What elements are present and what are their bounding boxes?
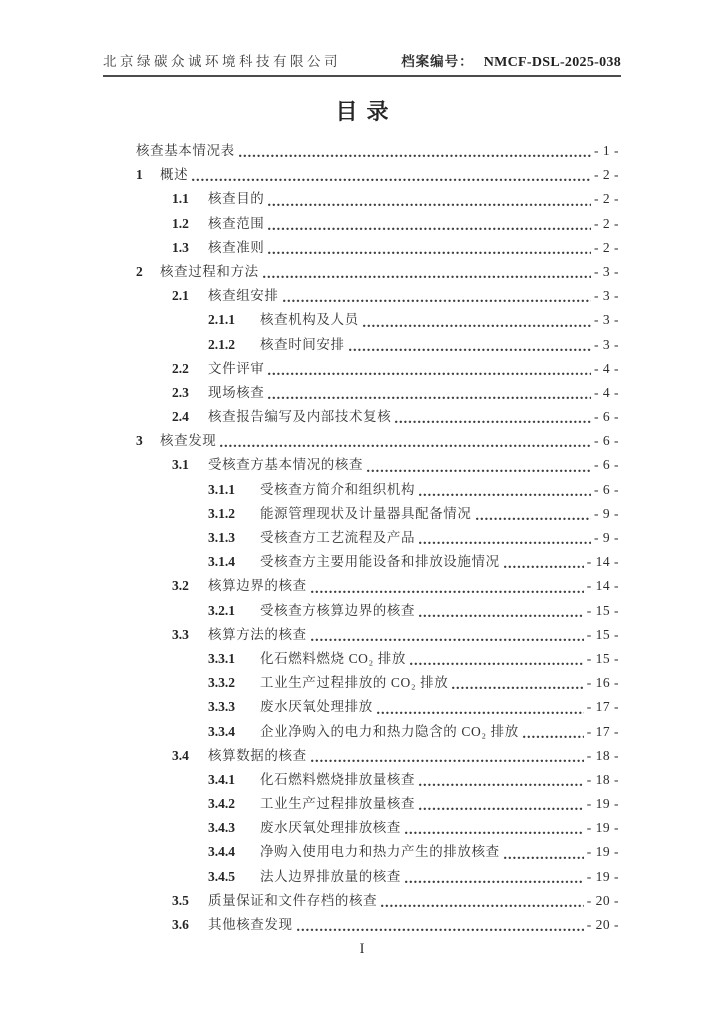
toc-page-number: - 4 - [594,360,619,376]
toc-section-number: 3.5 [172,892,189,908]
toc-section-number: 2.2 [172,360,189,376]
toc-entry-title: 核算边界的核查 [208,578,307,594]
dot-leader [405,830,584,834]
toc-section-number: 3.4 [172,747,189,763]
toc-entry-title: 受核查方简介和组织机构 [260,481,416,497]
toc-section-number: 3.3.4 [208,723,235,739]
dot-leader [263,274,591,278]
page-header [103,50,621,77]
toc-page-number: - 14 - [586,554,619,570]
toc-section-number: 3.3.2 [208,675,235,691]
toc-entry-title: 净购入使用电力和热力产生的排放核查 [260,844,500,860]
dot-leader [419,540,591,544]
toc-entry-title: 核查目的 [208,191,265,207]
toc-page-number: - 9 - [594,505,619,521]
toc-page-number: - 4 - [594,384,619,400]
file-number-group [401,50,621,71]
toc-row [136,647,619,671]
toc-row [136,889,619,913]
toc-page-number: - 6 - [594,457,619,473]
toc-page-number: - 14 - [586,578,619,594]
toc-entry-title: 现场核查 [208,384,265,400]
toc-page-number: - 19 - [586,820,619,836]
toc-section-number: 3.6 [172,917,189,932]
toc-row [136,913,619,937]
toc-row [136,744,619,768]
dot-leader [268,250,591,254]
toc-entry-title: 受核查方核算边界的核查 [260,602,416,618]
toc-page-number: - 16 - [586,675,619,691]
toc-row [136,574,619,598]
dot-leader [381,903,584,907]
toc-page-number: - 20 - [586,892,619,908]
toc-entry-title: 核算数据的核查 [208,747,307,763]
toc-entry-title: 核查机构及人员 [260,312,359,328]
toc-row [136,792,619,816]
toc-page-number: - 17 - [586,723,619,739]
dot-leader [268,371,591,375]
dot-leader [419,806,584,810]
toc-row [136,236,619,260]
toc-page-number: - 2 - [594,167,619,183]
toc-section-number: 3.4.1 [208,771,235,787]
toc-page-number: - 15 - [586,626,619,642]
dot-leader [268,226,591,230]
toc-page-number: - 17 - [586,699,619,715]
file-number-label: 档案编号： [401,54,474,69]
toc-entry-title: 法人边界排放量的核查 [260,868,401,884]
toc-section-number: 1.3 [172,239,189,255]
toc-row [136,308,619,332]
toc-entry-title: 化石燃料燃烧排放量核查 [260,771,416,787]
toc-row [136,405,619,429]
toc-section-number: 3.1.3 [208,530,235,545]
toc-page-number: - 15 - [586,650,619,666]
toc-row [136,357,619,381]
dot-leader [504,855,584,859]
toc-page-number: - 15 - [586,602,619,618]
toc-section-number: 3 [136,433,143,449]
dot-leader [311,637,584,641]
toc-section-number: 1 [136,167,143,183]
toc-entry-title: 核算方法的核查 [208,626,307,642]
dot-leader [395,419,591,423]
toc-section-number: 3.3.1 [208,650,235,666]
toc-page-number: - 3 - [594,312,619,328]
dot-leader [504,564,584,568]
toc-entry-title: 工业生产过程排放量核查 [260,796,416,812]
toc-entry-title: 受核查方基本情况的核查 [208,457,364,473]
toc-page-number: - 6 - [594,481,619,497]
toc-page-number: - 9 - [594,530,619,545]
toc-page-number: - 18 - [586,771,619,787]
toc-row [136,599,619,623]
toc-row [136,550,619,574]
toc-entry-title: 概述 [160,167,189,183]
dot-leader [452,685,583,689]
toc-section-number: 1.2 [172,215,189,231]
toc-section-number: 3.1.1 [208,481,235,497]
toc-section-number: 1.1 [172,191,189,207]
toc-page-number: - 18 - [586,747,619,763]
toc-page-number: - 6 - [594,409,619,425]
toc-section-number: 3.1.4 [208,554,235,570]
dot-leader [268,202,591,206]
dot-leader [311,589,584,593]
toc-section-number: 2.1.1 [208,312,235,328]
toc-page-number: - 19 - [586,844,619,860]
toc-row [136,623,619,647]
toc-row [136,695,619,719]
toc-section-number: 2.1.2 [208,336,235,352]
toc-row [136,526,619,550]
toc-page-number: - 19 - [586,868,619,884]
toc-page-number: - 3 - [594,263,619,279]
toc-entry-title: 核查时间安排 [260,336,345,352]
toc-section-number: 3.4.4 [208,844,235,860]
toc-entry-title: 质量保证和文件存档的核查 [208,892,378,908]
toc-row [136,671,619,695]
toc-row [136,333,619,357]
toc-section-number: 3.3.3 [208,699,235,715]
toc-section-number: 3.1 [172,457,189,473]
toc-page-number: - 3 - [594,288,619,304]
toc-row [136,284,619,308]
toc-entry-title: 核查过程和方法 [160,263,259,279]
toc-section-number: 3.4.2 [208,796,235,812]
toc-section-number: 3.4.5 [208,868,235,884]
toc-entry-title: 核查基本情况表 [136,143,235,158]
dot-leader [367,468,591,472]
toc-entry-title: 能源管理现状及计量器具配备情况 [260,505,472,521]
toc-page-number: - 19 - [586,796,619,812]
dot-leader [419,782,584,786]
toc-entry-title: 工业生产过程排放的 CO₂ 排放 [260,675,449,691]
toc-row [136,429,619,453]
toc-section-number: 3.1.2 [208,505,235,521]
toc-entry-title: 核查准则 [208,239,265,255]
toc-page-number: - 20 - [586,917,619,932]
toc-page-number: - 2 - [594,239,619,255]
toc-entry-title: 核查组安排 [208,288,279,304]
dot-leader [311,758,584,762]
dot-leader [476,516,592,520]
toc-entry-title: 化石燃料燃烧 CO₂ 排放 [260,650,407,666]
toc-section-number: 2 [136,263,143,279]
footer-page-number: I [359,941,365,957]
toc-entry-title: 核查范围 [208,215,265,231]
toc-row [136,381,619,405]
toc-section-number: 2.4 [172,409,189,425]
dot-leader [239,153,591,157]
toc-page-number: - 6 - [594,433,619,449]
dot-leader [192,177,591,181]
dot-leader [419,613,584,617]
toc-row [136,187,619,211]
toc-entry-title: 文件评审 [208,360,265,376]
toc-section-number: 3.2.1 [208,602,235,618]
dot-leader [297,927,584,931]
toc-row [136,720,619,744]
toc-entry-title: 其他核查发现 [208,917,293,932]
dot-leader [405,879,584,883]
toc-row [136,260,619,284]
toc-section-number: 3.4.3 [208,820,235,836]
toc-row [136,453,619,477]
dot-leader [419,492,591,496]
toc-page-number: - 1 - [594,143,619,158]
company-name: 北京绿碳众诚环境科技有限公司 [103,54,341,69]
dot-leader [268,395,591,399]
toc-section-number: 2.3 [172,384,189,400]
dot-leader [523,734,584,738]
toc-list [136,139,619,937]
dot-leader [283,298,592,302]
toc-entry-title: 核查发现 [160,433,217,449]
toc-entry-title: 废水厌氧处理排放核查 [260,820,401,836]
dot-leader [220,443,591,447]
toc-page-number: - 2 - [594,191,619,207]
toc-row [136,212,619,236]
toc-row [136,478,619,502]
toc-entry-title: 企业净购入的电力和热力隐含的 CO₂ 排放 [260,723,519,739]
toc-entry-title: 废水厌氧处理排放 [260,699,373,715]
dot-leader [363,323,591,327]
toc-row [136,139,619,163]
toc-page-number: - 2 - [594,215,619,231]
toc-section-number: 3.2 [172,578,189,594]
toc-page-number: - 3 - [594,336,619,352]
toc-row [136,768,619,792]
dot-leader [349,347,591,351]
toc-entry-title: 核查报告编写及内部技术复核 [208,409,392,425]
toc-row [136,502,619,526]
toc-row [136,865,619,889]
dot-leader [410,661,584,665]
toc-row [136,163,619,187]
toc-section-number: 3.3 [172,626,189,642]
toc-row [136,840,619,864]
toc-entry-title: 受核查方工艺流程及产品 [260,530,416,545]
page-title: 目录 [335,99,398,124]
file-number-value: NMCF-DSL-2025-038 [483,55,621,70]
toc-row [136,816,619,840]
toc-section-number: 2.1 [172,288,189,304]
toc-entry-title: 受核查方主要用能设备和排放设施情况 [260,554,500,570]
dot-leader [377,710,584,714]
